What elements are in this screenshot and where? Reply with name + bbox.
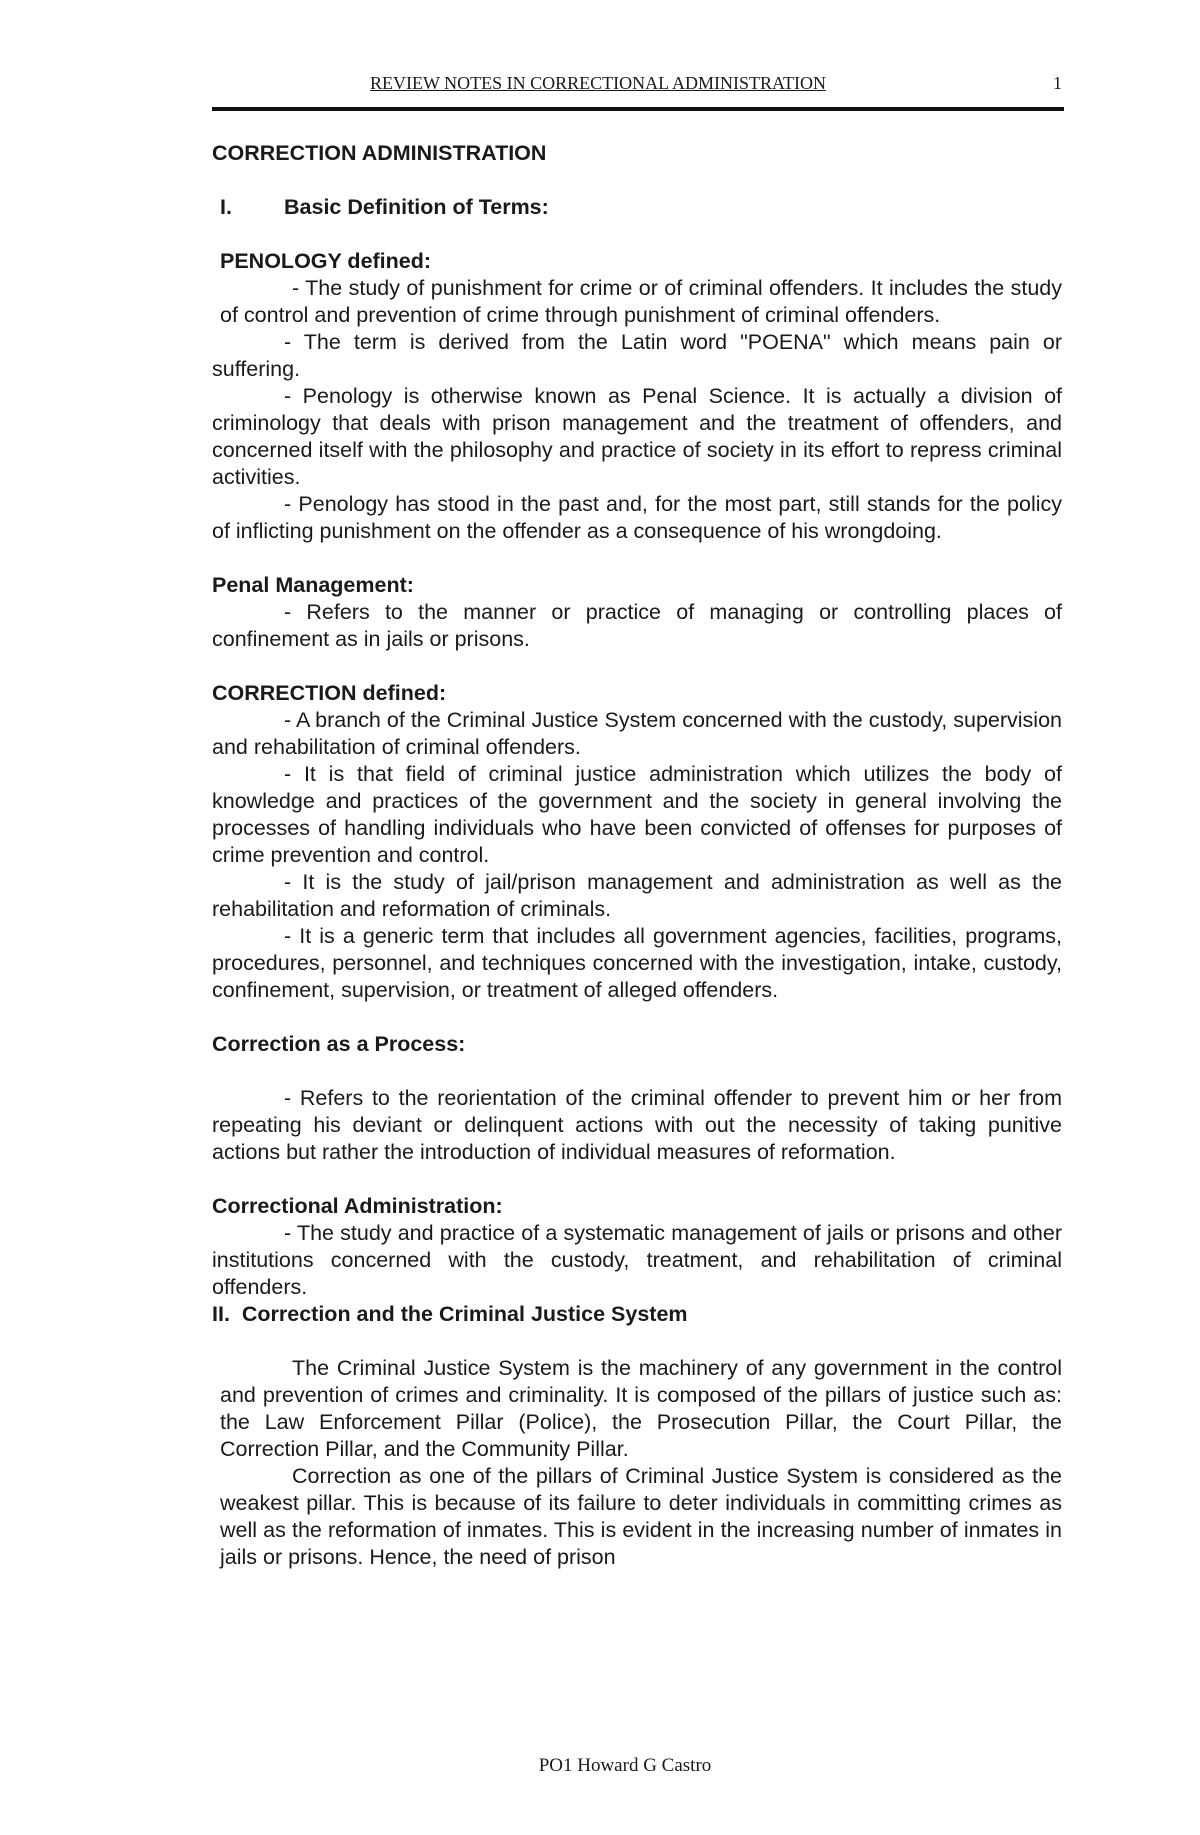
correction-paragraph-2: - It is that field of criminal justice administration which utilizes the body of knowledge and practices of the government and the society in general involving the processes of handling individuals who have been convicted of offenses for purposes of crime prevention and control. bbox=[212, 762, 1062, 867]
header-rule bbox=[212, 107, 1064, 111]
penology-paragraph-2: - The term is derived from the Latin word "POENA" which means pain or suffering. bbox=[212, 330, 1062, 381]
correction-paragraph-1: - A branch of the Criminal Justice System concerned with the custody, supervision and rehabilitation of criminal offenders. bbox=[212, 708, 1062, 759]
page-number: 1 bbox=[1053, 73, 1062, 93]
correction-paragraph-4: - It is a generic term that includes all government agencies, facilities, programs, procedures, personnel, and techniques concerned with the investigation, intake, custody, confinement, supervision, or treatment of alleged offenders. bbox=[212, 924, 1062, 1002]
page-footer: PO1 Howard G Castro bbox=[538, 1755, 712, 1776]
penal-management-paragraph: - Refers to the manner or practice of managing or controlling places of confinement as in jails or prisons. bbox=[212, 600, 1062, 651]
correction-paragraph-3: - It is the study of jail/prison management and administration as well as the rehabilitation and reformation of criminals. bbox=[212, 870, 1062, 921]
process-heading: Correction as a Process: bbox=[212, 1032, 466, 1056]
process-paragraph: - Refers to the reorientation of the criminal offender to prevent him or her from repeating his deviant or delinquent actions with out the necessity of taking punitive actions but rather the introduction of individual measures of reformation. bbox=[212, 1086, 1062, 1164]
section-1-number: I. bbox=[220, 195, 232, 219]
page-header bbox=[212, 70, 1062, 100]
correction-heading: CORRECTION defined: bbox=[212, 681, 447, 705]
section-1-title: Basic Definition of Terms: bbox=[284, 195, 549, 219]
section-1-heading bbox=[212, 194, 1062, 221]
section-2-heading: II. Correction and the Criminal Justice System bbox=[212, 1302, 688, 1326]
section-2-paragraph-1: The Criminal Justice System is the machinery of any government in the control and prevention of crimes and criminality. It is composed of the pillars of justice such as: the Law Enforcement Pillar (Police), the Prosecution Pillar, the Court Pillar, the Correction Pillar, and the Community Pillar. bbox=[220, 1356, 1062, 1461]
penology-paragraph-1: - The study of punishment for crime or of criminal offenders. It includes the study of control and prevention of crime through punishment of criminal offenders. bbox=[220, 276, 1062, 327]
penology-paragraph-4: - Penology has stood in the past and, for the most part, still stands for the policy of inflicting punishment on the offender as a consequence of his wrongdoing. bbox=[212, 492, 1062, 543]
document-body bbox=[212, 140, 1062, 1571]
penal-management-heading: Penal Management: bbox=[212, 573, 414, 597]
penology-section bbox=[212, 248, 1062, 329]
admin-paragraph: - The study and practice of a systematic management of jails or prisons and other institutions concerned with the custody, treatment, and rehabilitation of criminal offenders. bbox=[212, 1221, 1062, 1299]
section-2-body bbox=[212, 1355, 1062, 1571]
penology-paragraph-3: - Penology is otherwise known as Penal Science. It is actually a division of criminology that deals with prison management and the treatment of offenders, and concerned itself with the philosophy and practice of society in its effort to repress criminal activities. bbox=[212, 384, 1062, 489]
admin-heading: Correctional Administration: bbox=[212, 1194, 503, 1218]
header-title: REVIEW NOTES IN CORRECTIONAL ADMINISTRATION bbox=[370, 73, 826, 93]
document-title: CORRECTION ADMINISTRATION bbox=[212, 141, 547, 165]
penology-heading: PENOLOGY defined: bbox=[220, 249, 432, 273]
section-2-paragraph-2: Correction as one of the pillars of Criminal Justice System is considered as the weakest pillar. This is because of its failure to deter individuals in committing crimes as well as the reformation of inmates. This is evident in the increasing number of inmates in jails or prisons. Hence, the need of prison bbox=[220, 1464, 1062, 1569]
